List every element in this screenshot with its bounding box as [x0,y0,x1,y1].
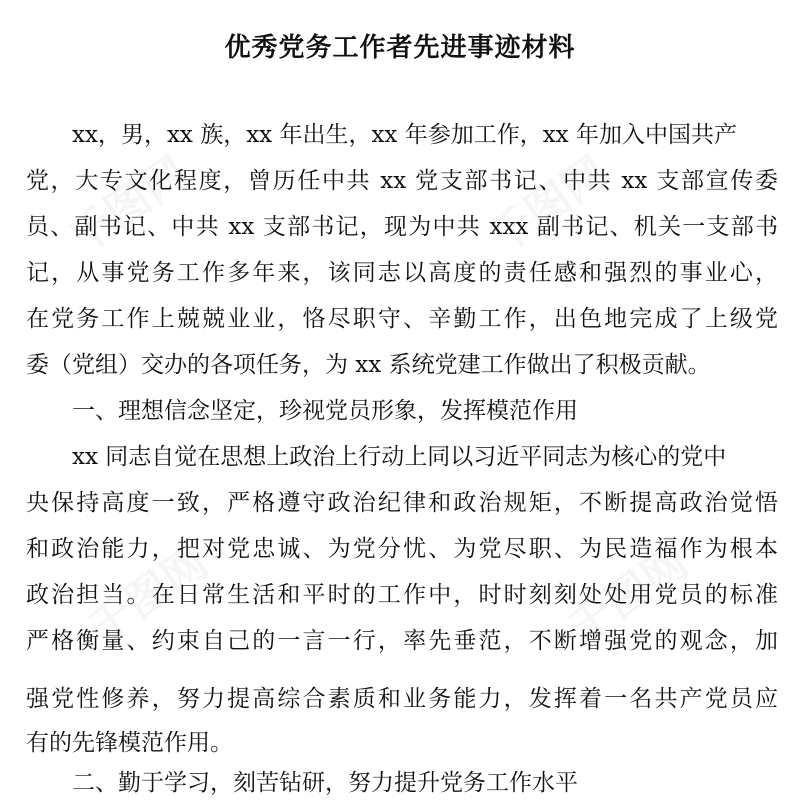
paragraph-line: 党，大专文化程度，曾历任中共 xx 党支部书记、中共 xx 支部宣传委 [26,168,778,194]
paragraph-line: 员、副书记、中共 xx 支部书记，现为中共 xxx 副书记、机关一支部书 [26,214,778,240]
paragraph-line: 和政治能力，把对党忠诚、为党分忧、为党尽职、为民造福作为根本 [26,536,778,562]
paragraph-line: 央保持高度一致，严格遵守政治纪律和政治规矩，不断提高政治觉悟 [26,490,778,516]
section-heading: 二、勤于学习，刻苦钻研，努力提升党务工作水平 [26,770,578,796]
paragraph-line: 委（党组）交办的各项任务，为 xx 系统党建工作做出了积极贡献。 [26,352,711,378]
paragraph-line: 政治担当。在日常生活和平时的工作中，时时刻刻处处用党员的标准 [26,582,778,608]
paragraph-line: 有的先锋模范作用。 [26,730,233,756]
paragraph-line: 强党性修养，努力提高综合素质和业务能力，发挥着一名共产党员应 [26,686,778,712]
paragraph-line: xx 同志自觉在思想上政治上行动上同以习近平同志为核心的党中 [26,444,727,470]
paragraph-line: 严格衡量、约束自己的一言一行，率先垂范，不断增强党的观念，加 [26,628,778,654]
watermark: 千图网 [79,536,218,655]
document-title: 优秀党务工作者先进事迹材料 [224,33,576,63]
paragraph-line: xx，男，xx 族，xx 年出生，xx 年参加工作，xx 年加入中国共产 [26,122,737,148]
paragraph-line: 记，从事党务工作多年来，该同志以高度的责任感和强烈的事业心， [26,260,778,286]
watermark: 千图网 [479,146,618,265]
watermark: 千图网 [559,536,698,655]
paragraph-line: 在党务工作上兢兢业业，恪尽职守、辛勤工作，出色地完成了上级党 [26,306,778,332]
watermark: 千图网 [59,146,198,265]
section-heading: 一、理想信念坚定，珍视党员形象，发挥模范作用 [26,398,578,424]
